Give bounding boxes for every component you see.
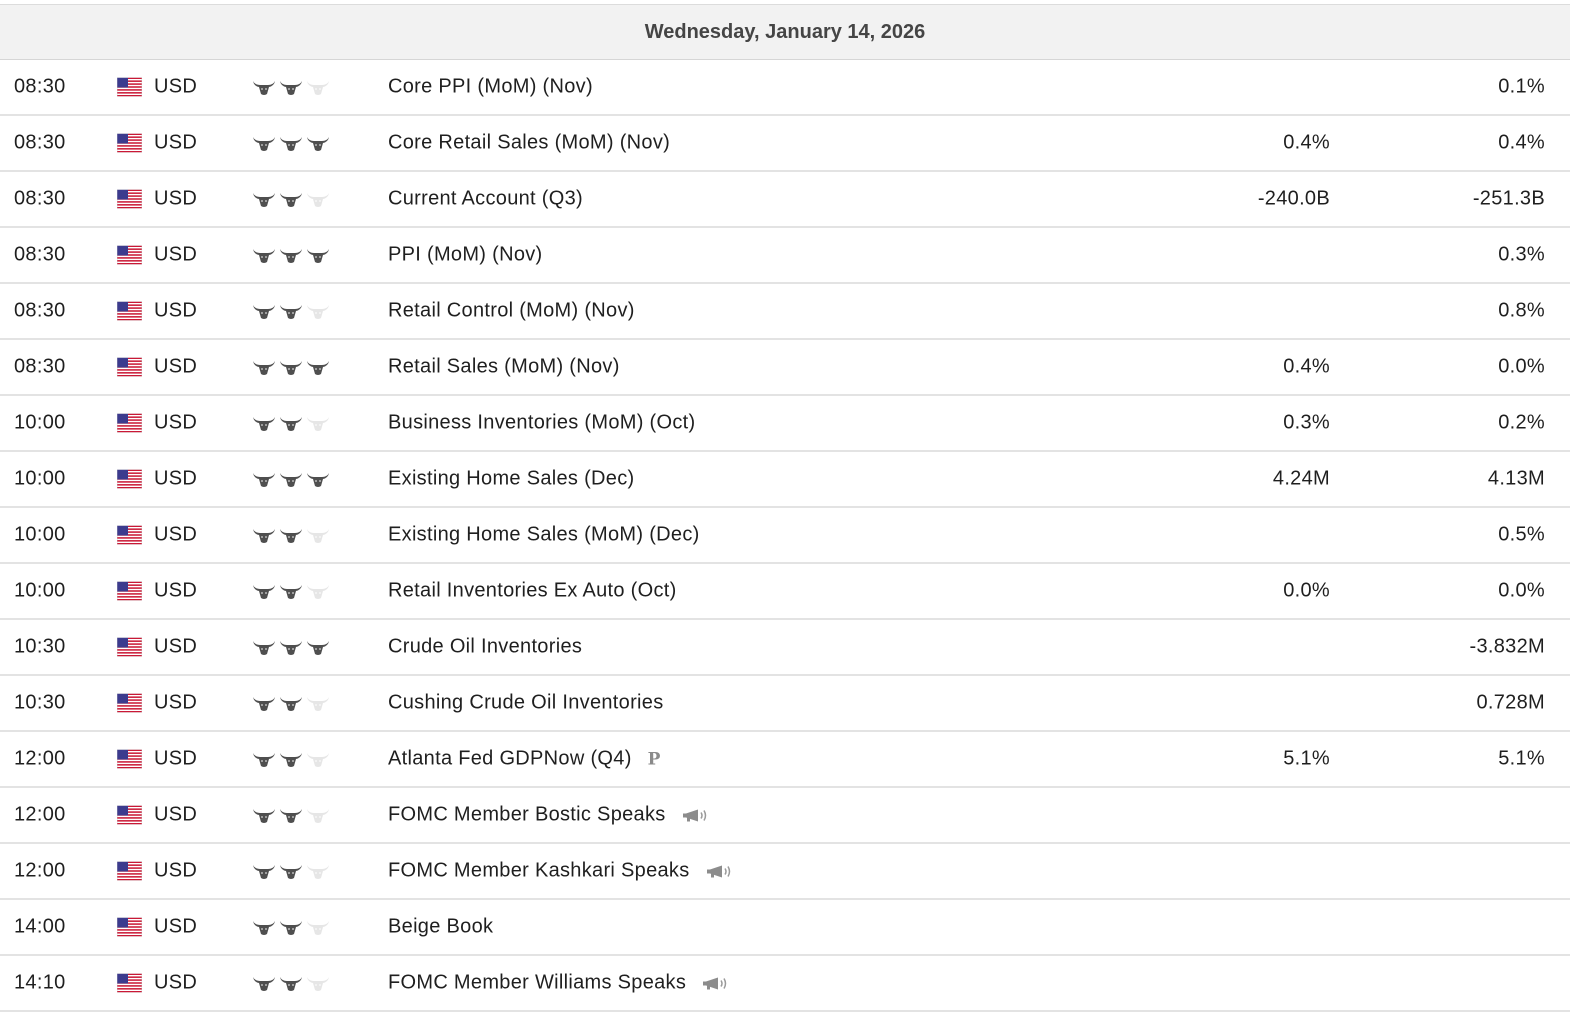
- bull-icon-inactive: [306, 862, 330, 880]
- bull-icon-active: [252, 694, 276, 712]
- impact-rating: [252, 694, 330, 712]
- event-name[interactable]: Business Inventories (MoM) (Oct): [388, 411, 696, 434]
- us-flag-icon: [117, 918, 142, 937]
- bull-icon-inactive: [306, 78, 330, 96]
- event-row[interactable]: [0, 284, 1570, 340]
- impact-rating: [252, 78, 330, 96]
- bull-icon-active: [279, 638, 303, 656]
- event-time: 08:30: [14, 187, 66, 210]
- event-row[interactable]: [0, 956, 1570, 1012]
- bull-icon-active: [252, 806, 276, 824]
- event-forecast: -240.0B: [1257, 187, 1330, 210]
- event-time: 08:30: [14, 243, 66, 266]
- event-currency: USD: [154, 803, 198, 826]
- bull-icon-active: [279, 862, 303, 880]
- us-flag-icon: [117, 582, 142, 601]
- bull-icon-active: [279, 414, 303, 432]
- bull-icon-active: [306, 134, 330, 152]
- event-time: 12:00: [14, 747, 66, 770]
- event-time: 10:30: [14, 635, 66, 658]
- event-forecast: 4.24M: [1272, 467, 1330, 490]
- event-name-cell[interactable]: [388, 692, 664, 715]
- economic-calendar: [0, 4, 1570, 1012]
- event-row[interactable]: [0, 172, 1570, 228]
- event-row[interactable]: [0, 60, 1570, 116]
- bull-icon-active: [252, 918, 276, 936]
- us-flag-icon: [117, 414, 142, 433]
- us-flag-icon: [117, 526, 142, 545]
- impact-rating: [252, 582, 330, 600]
- event-name-cell[interactable]: [388, 244, 543, 267]
- bull-icon-active: [306, 358, 330, 376]
- us-flag-icon: [117, 470, 142, 489]
- us-flag-icon: [117, 750, 142, 769]
- event-row[interactable]: [0, 396, 1570, 452]
- event-currency: USD: [154, 635, 198, 658]
- bull-icon-active: [252, 302, 276, 320]
- event-row[interactable]: [0, 340, 1570, 396]
- bull-icon-active: [252, 638, 276, 656]
- event-name[interactable]: Retail Control (MoM) (Nov): [388, 299, 635, 322]
- impact-rating: [252, 246, 330, 264]
- event-currency: USD: [154, 467, 198, 490]
- bull-icon-active: [252, 190, 276, 208]
- event-previous: 0.8%: [1498, 299, 1545, 322]
- event-time: 12:00: [14, 803, 66, 826]
- event-name-cell[interactable]: [388, 636, 582, 659]
- event-forecast: 0.4%: [1283, 355, 1330, 378]
- impact-rating: [252, 134, 330, 152]
- event-time: 14:00: [14, 915, 66, 938]
- impact-rating: [252, 918, 330, 936]
- event-time: 08:30: [14, 355, 66, 378]
- event-time: 08:30: [14, 131, 66, 154]
- event-row[interactable]: [0, 228, 1570, 284]
- event-name-cell[interactable]: [388, 860, 736, 883]
- bull-icon-active: [252, 750, 276, 768]
- bull-icon-active: [252, 414, 276, 432]
- event-currency: USD: [154, 523, 198, 546]
- bull-icon-inactive: [306, 974, 330, 992]
- event-forecast: 0.0%: [1283, 579, 1330, 602]
- bull-icon-active: [279, 918, 303, 936]
- impact-rating: [252, 190, 330, 208]
- bull-icon-inactive: [306, 750, 330, 768]
- event-name[interactable]: PPI (MoM) (Nov): [388, 243, 543, 266]
- bull-icon-inactive: [306, 526, 330, 544]
- event-forecast: 0.3%: [1283, 411, 1330, 434]
- bull-icon-active: [279, 246, 303, 264]
- event-row[interactable]: [0, 564, 1570, 620]
- event-previous: 0.0%: [1498, 579, 1545, 602]
- bull-icon-active: [279, 78, 303, 96]
- bull-icon-active: [252, 358, 276, 376]
- event-previous: 0.2%: [1498, 411, 1545, 434]
- event-currency: USD: [154, 243, 198, 266]
- us-flag-icon: [117, 78, 142, 97]
- us-flag-icon: [117, 806, 142, 825]
- event-name-cell[interactable]: [388, 132, 670, 155]
- event-time: 10:00: [14, 467, 66, 490]
- event-name[interactable]: Cushing Crude Oil Inventories: [388, 691, 664, 714]
- event-name-cell[interactable]: [388, 916, 493, 939]
- event-currency: USD: [154, 747, 198, 770]
- bull-icon-active: [279, 806, 303, 824]
- event-name-cell[interactable]: [388, 300, 635, 323]
- bull-icon-active: [279, 134, 303, 152]
- bull-icon-inactive: [306, 918, 330, 936]
- event-previous: 4.13M: [1487, 467, 1545, 490]
- bull-icon-active: [252, 134, 276, 152]
- bull-icon-inactive: [306, 694, 330, 712]
- us-flag-icon: [117, 974, 142, 993]
- bull-icon-active: [252, 470, 276, 488]
- bull-icon-active: [252, 862, 276, 880]
- event-name-cell[interactable]: [388, 188, 583, 211]
- event-name[interactable]: Crude Oil Inventories: [388, 635, 583, 658]
- event-currency: USD: [154, 915, 198, 938]
- event-row[interactable]: [0, 508, 1570, 564]
- event-row[interactable]: [0, 676, 1570, 732]
- bull-icon-active: [279, 190, 303, 208]
- event-name[interactable]: Atlanta Fed GDPNow (Q4): [388, 747, 632, 770]
- event-row[interactable]: [0, 844, 1570, 900]
- event-row[interactable]: [0, 900, 1570, 956]
- bull-icon-inactive: [306, 190, 330, 208]
- event-name[interactable]: Retail Sales (MoM) (Nov): [388, 355, 620, 378]
- bull-icon-active: [252, 582, 276, 600]
- bull-icon-active: [279, 302, 303, 320]
- speech-icon: [682, 807, 712, 823]
- us-flag-icon: [117, 246, 142, 265]
- event-previous: -251.3B: [1472, 187, 1545, 210]
- event-previous: 0.4%: [1498, 131, 1545, 154]
- event-time: 08:30: [14, 75, 66, 98]
- event-name[interactable]: Core Retail Sales (MoM) (Nov): [388, 131, 671, 154]
- impact-rating: [252, 526, 330, 544]
- bull-icon-active: [279, 694, 303, 712]
- date-header: Wednesday, January 14, 2026: [0, 4, 1570, 60]
- event-previous: 0.1%: [1498, 75, 1545, 98]
- event-name-cell[interactable]: [388, 804, 712, 827]
- bull-icon-active: [306, 246, 330, 264]
- event-row[interactable]: [0, 452, 1570, 508]
- event-currency: USD: [154, 75, 198, 98]
- impact-rating: [252, 862, 330, 880]
- event-time: 10:00: [14, 523, 66, 546]
- us-flag-icon: [117, 134, 142, 153]
- impact-rating: [252, 302, 330, 320]
- event-row[interactable]: [0, 116, 1570, 172]
- event-name-cell[interactable]: [388, 748, 661, 771]
- us-flag-icon: [117, 862, 142, 881]
- impact-rating: [252, 750, 330, 768]
- us-flag-icon: [117, 190, 142, 209]
- event-name[interactable]: Beige Book: [388, 915, 494, 938]
- bull-icon-active: [279, 526, 303, 544]
- event-name-cell[interactable]: [388, 972, 732, 995]
- bull-icon-inactive: [306, 414, 330, 432]
- event-currency: USD: [154, 971, 198, 994]
- event-forecast: 0.4%: [1283, 131, 1330, 154]
- event-row[interactable]: [0, 732, 1570, 788]
- impact-rating: [252, 806, 330, 824]
- bull-icon-inactive: [306, 302, 330, 320]
- bull-icon-active: [252, 974, 276, 992]
- event-name-cell[interactable]: [388, 76, 593, 99]
- event-name[interactable]: Existing Home Sales (Dec): [388, 467, 635, 490]
- event-time: 08:30: [14, 299, 66, 322]
- speech-icon: [706, 863, 736, 879]
- bull-icon-active: [279, 974, 303, 992]
- bull-icon-active: [279, 582, 303, 600]
- event-name[interactable]: Retail Inventories Ex Auto (Oct): [388, 579, 677, 602]
- impact-rating: [252, 638, 330, 656]
- bull-icon-active: [252, 526, 276, 544]
- event-name[interactable]: FOMC Member Kashkari Speaks: [388, 859, 690, 882]
- bull-icon-active: [279, 750, 303, 768]
- event-time: 10:00: [14, 411, 66, 434]
- event-time: 14:10: [14, 971, 66, 994]
- event-previous: 0.728M: [1476, 691, 1545, 714]
- event-currency: USD: [154, 579, 198, 602]
- event-row[interactable]: [0, 788, 1570, 844]
- event-previous: 0.3%: [1498, 243, 1545, 266]
- us-flag-icon: [117, 358, 142, 377]
- bull-icon-inactive: [306, 806, 330, 824]
- event-previous: 0.0%: [1498, 355, 1545, 378]
- event-previous: 0.5%: [1498, 523, 1545, 546]
- preliminary-badge: P: [647, 749, 661, 769]
- event-name[interactable]: Core PPI (MoM) (Nov): [388, 75, 593, 98]
- event-time: 10:30: [14, 691, 66, 714]
- bull-icon-active: [279, 470, 303, 488]
- event-currency: USD: [154, 859, 198, 882]
- event-time: 10:00: [14, 579, 66, 602]
- bull-icon-active: [252, 246, 276, 264]
- event-previous: 5.1%: [1498, 747, 1545, 770]
- bull-icon-active: [279, 358, 303, 376]
- event-name-cell[interactable]: [388, 580, 677, 603]
- us-flag-icon: [117, 638, 142, 657]
- impact-rating: [252, 974, 330, 992]
- speech-icon: [702, 975, 732, 991]
- event-name-cell[interactable]: [388, 468, 634, 491]
- event-row[interactable]: [0, 620, 1570, 676]
- event-currency: USD: [154, 187, 198, 210]
- event-name-cell[interactable]: [388, 524, 700, 547]
- bull-icon-active: [252, 78, 276, 96]
- event-name-cell[interactable]: [388, 356, 620, 379]
- impact-rating: [252, 358, 330, 376]
- event-currency: USD: [154, 131, 198, 154]
- event-currency: USD: [154, 691, 198, 714]
- event-name[interactable]: Current Account (Q3): [388, 187, 583, 210]
- event-name[interactable]: Existing Home Sales (MoM) (Dec): [388, 523, 700, 546]
- event-currency: USD: [154, 355, 198, 378]
- us-flag-icon: [117, 694, 142, 713]
- event-time: 12:00: [14, 859, 66, 882]
- impact-rating: [252, 414, 330, 432]
- event-name[interactable]: FOMC Member Williams Speaks: [388, 971, 687, 994]
- event-currency: USD: [154, 299, 198, 322]
- bull-icon-active: [306, 638, 330, 656]
- bull-icon-active: [306, 470, 330, 488]
- event-list: [0, 60, 1570, 1012]
- event-previous: -3.832M: [1469, 635, 1545, 658]
- event-currency: USD: [154, 411, 198, 434]
- event-name[interactable]: FOMC Member Bostic Speaks: [388, 803, 666, 826]
- impact-rating: [252, 470, 330, 488]
- bull-icon-inactive: [306, 582, 330, 600]
- event-forecast: 5.1%: [1283, 747, 1330, 770]
- event-name-cell[interactable]: [388, 412, 695, 435]
- us-flag-icon: [117, 302, 142, 321]
